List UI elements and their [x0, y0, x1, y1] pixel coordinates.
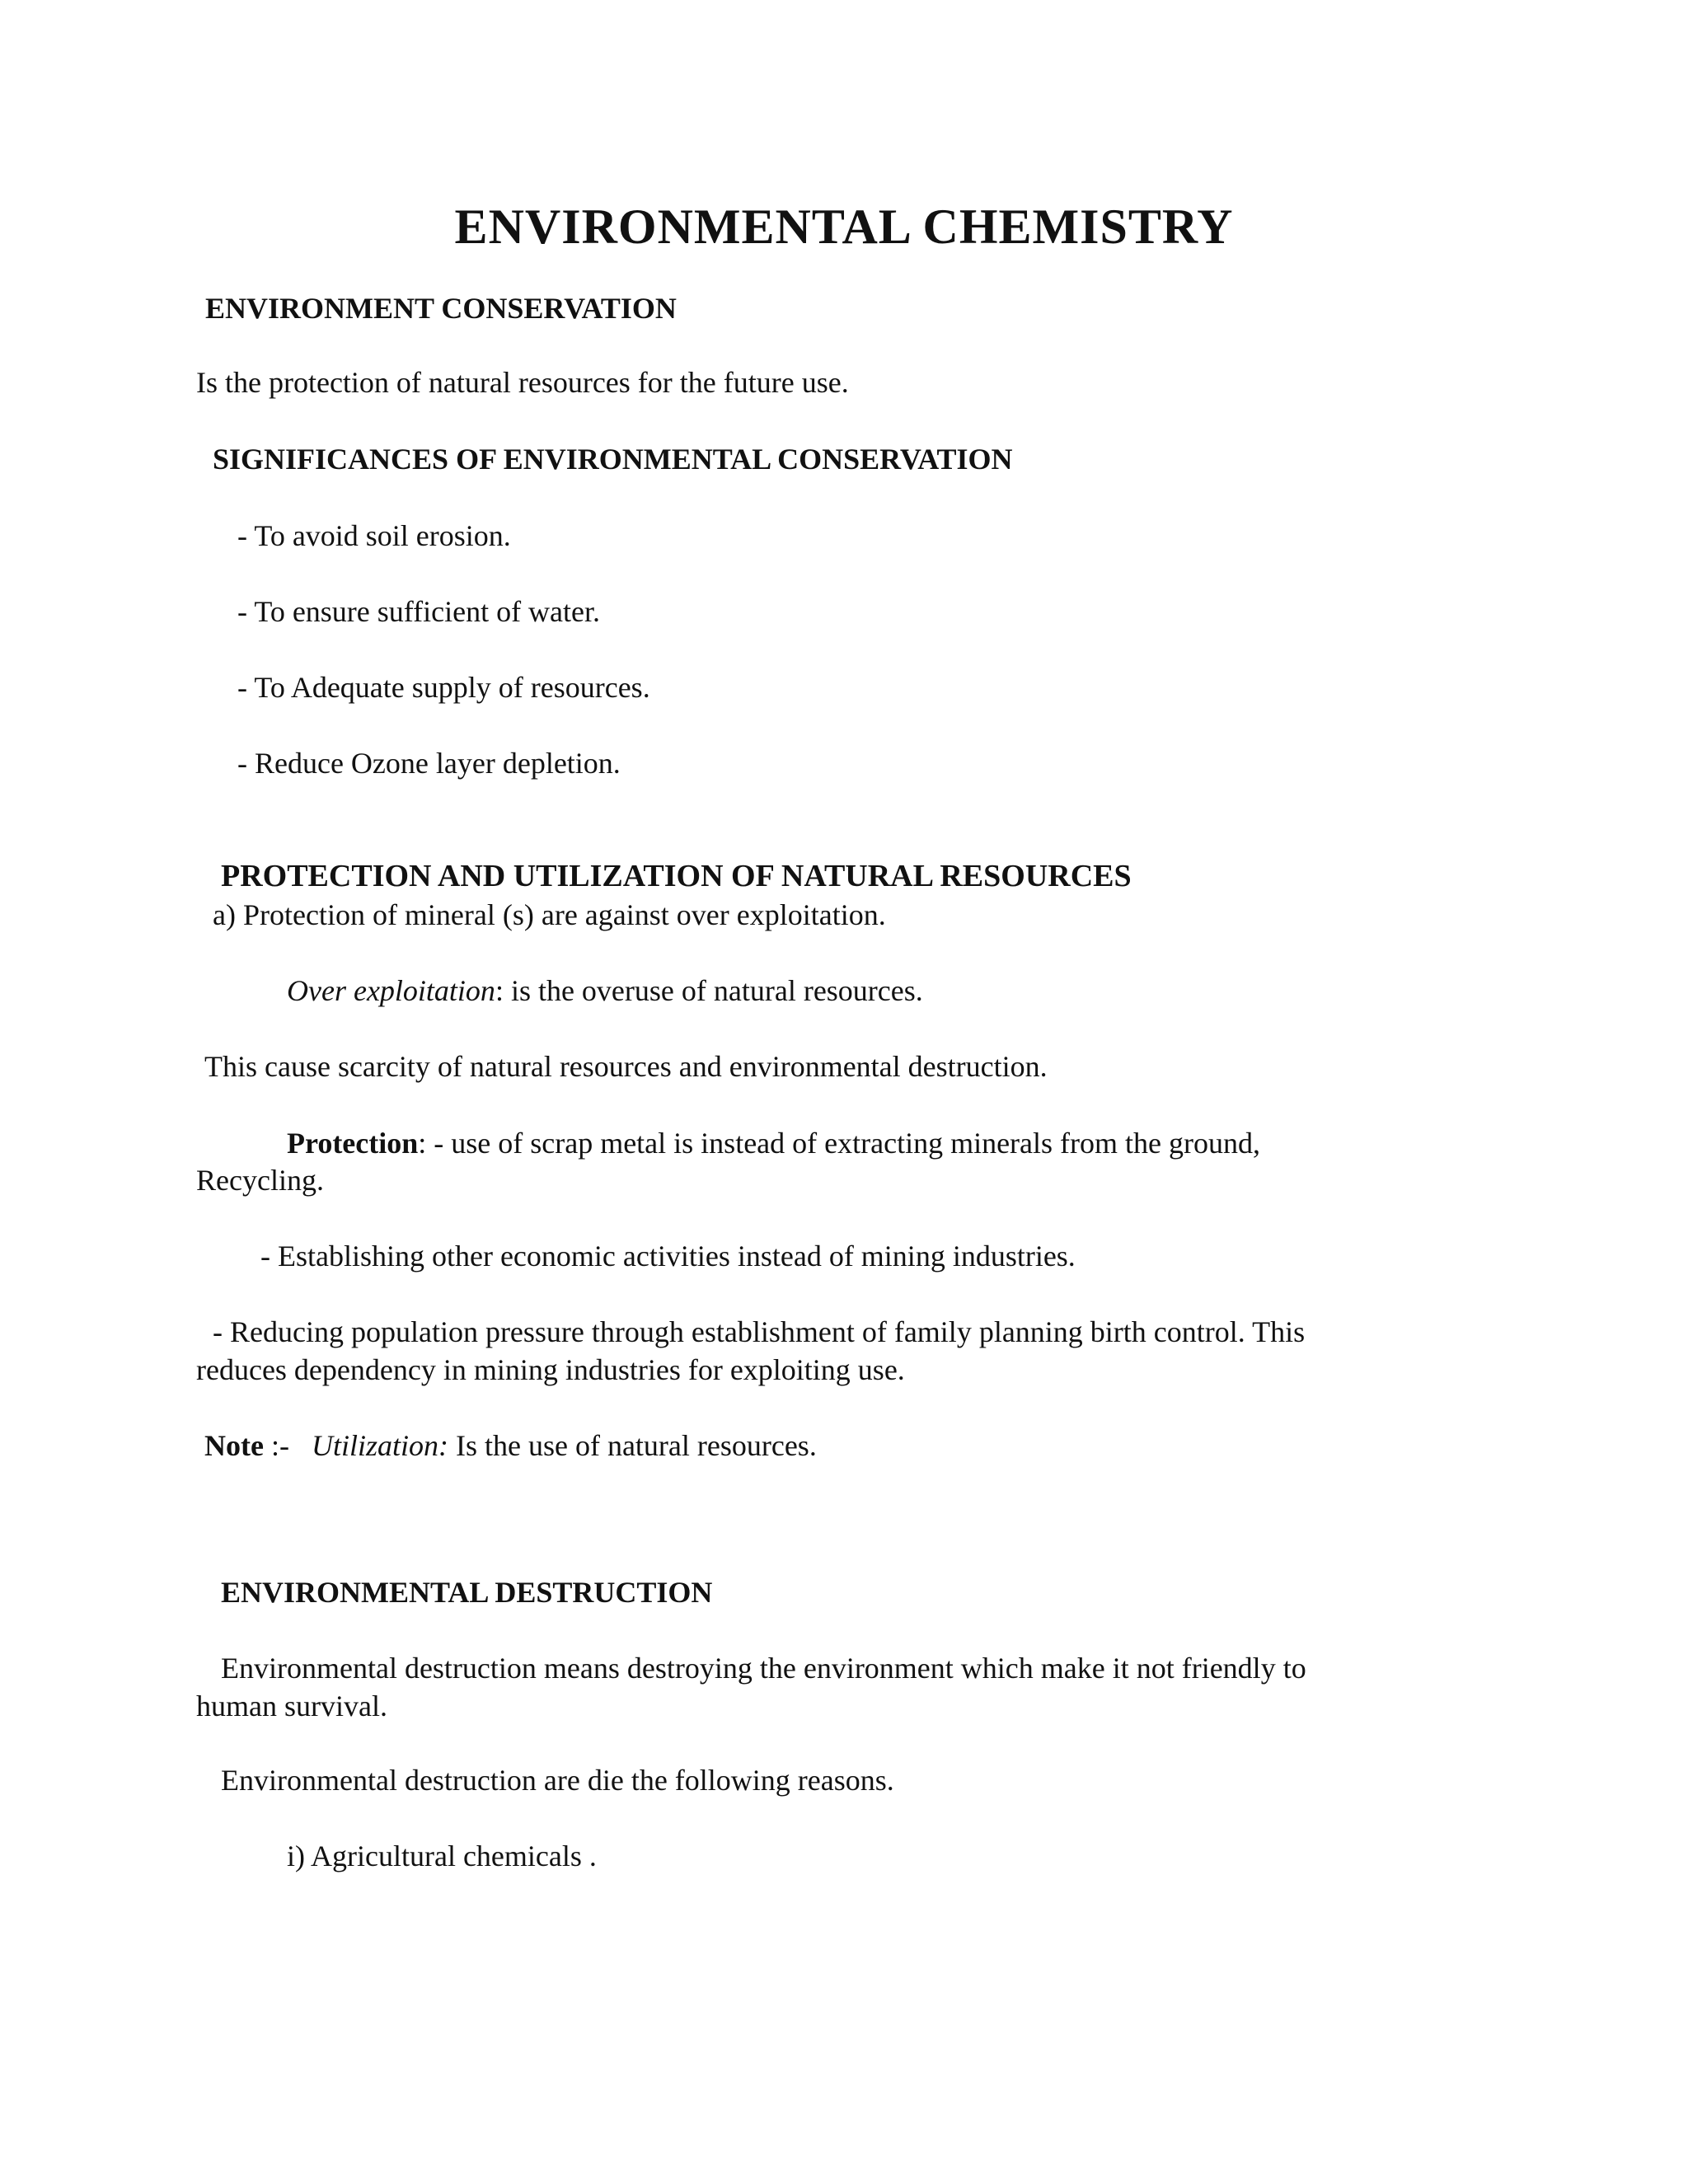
reducing-item-continued: reduces dependency in mining industries for exploiting use.: [196, 1353, 905, 1386]
section-heading-protection: PROTECTION AND UTILIZATION OF NATURAL RESOURCES: [221, 859, 1132, 893]
protection-text: : - use of scrap metal is instead of extracting minerals from the ground,: [418, 1127, 1260, 1160]
protection-item-a: a) Protection of mineral (s) are against over exploitation.: [213, 898, 886, 931]
note-line: [204, 1427, 817, 1465]
reducing-item: - Reducing population pressure through establishment of family planning birth control. This: [213, 1315, 1306, 1348]
establishing-item: - Establishing other economic activities instead of mining industries.: [260, 1240, 1076, 1272]
utilization-text: Is the use of natural resources.: [448, 1429, 817, 1462]
list-item: - To ensure sufficient of water.: [237, 595, 601, 628]
over-exploitation-definition: [287, 972, 923, 1010]
list-item: - To avoid soil erosion.: [237, 519, 511, 552]
utilization-term: Utilization:: [311, 1429, 448, 1462]
list-item: - To Adequate supply of resources.: [237, 671, 650, 704]
conservation-definition: Is the protection of natural resources for the future use.: [196, 366, 849, 399]
destruction-definition: Environmental destruction means destroying the environment which make it not friendly to: [221, 1652, 1306, 1685]
destruction-definition-continued: human survival.: [196, 1690, 387, 1722]
destruction-reasons-intro: Environmental destruction are die the following reasons.: [221, 1764, 894, 1797]
note-label: Note: [204, 1429, 264, 1462]
over-exploitation-term: Over exploitation: [287, 974, 495, 1007]
section-heading-destruction: ENVIRONMENTAL DESTRUCTION: [221, 1576, 713, 1609]
document-title: ENVIRONMENTAL CHEMISTRY: [454, 199, 1234, 254]
over-exploitation-text: : is the overuse of natural resources.: [495, 974, 923, 1007]
protection-term: Protection: [287, 1127, 419, 1160]
scarcity-cause-text: This cause scarcity of natural resources and environmental destruction.: [204, 1050, 1048, 1083]
list-item: - Reduce Ozone layer depletion.: [237, 747, 621, 780]
protection-definition: [287, 1125, 1260, 1162]
protection-definition-continued: Recycling.: [196, 1164, 324, 1197]
section-heading-conservation: ENVIRONMENT CONSERVATION: [205, 292, 677, 325]
reason-item: i) Agricultural chemicals .: [287, 1840, 597, 1872]
note-separator: :-: [263, 1429, 312, 1462]
section-heading-significances: SIGNIFICANCES OF ENVIRONMENTAL CONSERVATION: [213, 443, 1013, 476]
